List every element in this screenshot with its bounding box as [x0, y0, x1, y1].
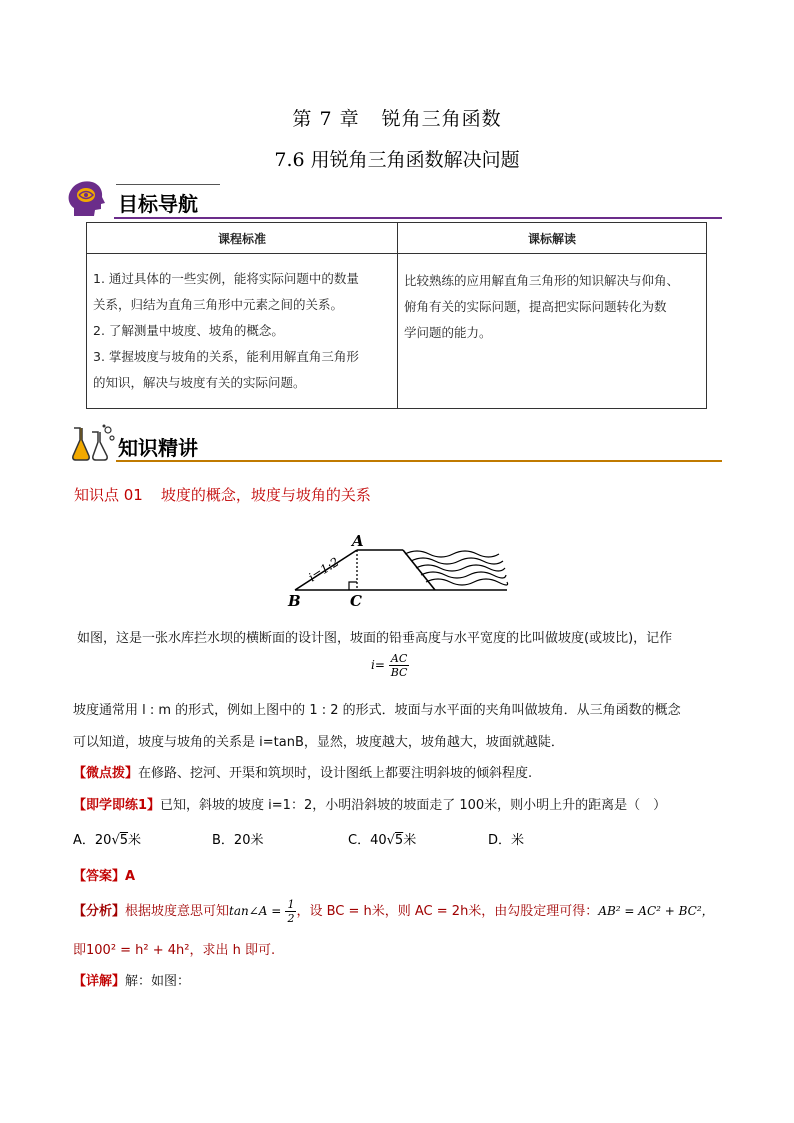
formula-lhs: i=: [371, 658, 385, 672]
banner-rule: [114, 217, 722, 219]
detail-label: 【详解】: [73, 974, 126, 989]
answer-label: 【答案】: [73, 869, 126, 884]
slope-label: i=1:2: [306, 554, 342, 585]
interpretation-line: 比较熟练的应用解直角三角形的知识解决与仰角、: [404, 273, 680, 288]
slope-formula: [371, 652, 409, 679]
formula-fraction: [389, 652, 410, 679]
analysis-line-2: 即100² = h² + 4h²，求出 h 即可.: [73, 943, 276, 958]
analysis-line-1: 【分析】根据坡度意思可知tan∠A = $\frac{1}{2}$ ，设 BC = h米，则 AC = 2h米，由勾股定理可得：AB² = AC² + BC²，: [73, 898, 714, 925]
standards-line: 关系，归结为直角三角形中元素之间的关系。: [93, 297, 344, 312]
banner-knowledge: [64, 420, 724, 464]
detail-line: [73, 970, 190, 989]
water-waves: [405, 551, 508, 585]
sqrt-sign: √: [386, 833, 395, 848]
answer-value: A: [125, 869, 136, 884]
lab-flask-icon: [70, 422, 116, 462]
option-a: A．20√5米: [73, 833, 142, 848]
standards-line: 3. 掌握坡度与坡角的关系，能利用解直角三角形: [93, 349, 359, 364]
exercise-label: 【即学即练1】: [73, 798, 161, 813]
chapter-name: 锐角三角函数: [381, 108, 502, 130]
label-b: B: [288, 592, 301, 608]
tip-label: 【微点拨】: [73, 766, 139, 781]
option-d: D．米: [488, 833, 525, 848]
usage-line-1: 坡度通常用 l : m 的形式，例如上图中的 1 : 2 的形式．坡面与水平面的夹角叫做坡角．从三角函数的概念: [73, 703, 681, 718]
banner-title-knowledge: 知识精讲: [118, 436, 198, 460]
analysis-label: 【分析】: [73, 904, 126, 919]
formula-denominator: BC: [390, 666, 408, 679]
standards-line: 1. 通过具体的一些实例，能将实际问题中的数量: [93, 271, 359, 286]
chapter-number: 第 7 章: [292, 108, 360, 130]
table-header-interpretation: 课标解读: [398, 223, 707, 254]
interpretation-line: 学问题的能力。: [404, 325, 492, 340]
section-title: 7.6 用锐角三角函数解决问题: [274, 149, 520, 171]
definition-text: 如图，这是一张水库拦水坝的横断面的设计图，坡面的铅垂高度与水平宽度的比叫做坡度(或坡比)，记作: [77, 631, 673, 646]
banner-underline-short: [116, 184, 220, 185]
chapter-title: [0, 104, 794, 131]
banner-rule: [116, 460, 722, 462]
right-angle-mark: [349, 582, 357, 590]
usage-line-2: 可以知道，坡度与坡角的关系是 i=tanB，显然，坡度越大，坡角越大，坡面就越陡．: [73, 735, 564, 750]
tan-fraction: $\frac{1}{2}$: [287, 898, 295, 925]
course-standards-table: [86, 222, 707, 409]
formula-numerator: AC: [389, 652, 410, 666]
detail-text: 解：如图：: [125, 974, 191, 989]
standards-line: 的知识，解决与坡度有关的实际问题。: [93, 375, 306, 390]
interpretation-line: 俯角有关的实际问题，提高把实际问题转化为数: [404, 299, 667, 314]
table-header-standards: 课程标准: [87, 223, 398, 254]
sqrt-sign: √: [111, 833, 120, 848]
dam-cross-section-figure: [285, 532, 510, 608]
exercise-line: [73, 794, 666, 813]
label-a: A: [352, 532, 364, 550]
label-c: C: [350, 592, 362, 608]
tip-text: 在修路、挖河、开渠和筑坝时，设计图纸上都要注明斜坡的倾斜程度.: [138, 766, 533, 781]
knowledge-point-heading: [74, 484, 371, 505]
standards-line: 2. 了解测量中坡度、坡角的概念。: [93, 323, 284, 338]
interpretation-cell: [398, 254, 707, 409]
option-c: C．40√5米: [348, 833, 417, 848]
banner-title-target-nav: 目标导航: [118, 192, 198, 216]
banner-target-nav: [64, 178, 724, 218]
answer-line: [73, 865, 135, 884]
dam-right-slope: [403, 550, 435, 590]
exercise-text: 已知，斜坡的坡度 i=1：2，小明沿斜坡的坡面走了 100米，则小明上升的距离是（ ）: [160, 798, 667, 813]
brain-head-icon: [64, 178, 108, 218]
knowledge-point-title: 坡度的概念，坡度与坡角的关系: [160, 486, 371, 504]
option-b: B．20米: [212, 833, 264, 848]
standards-cell: [87, 254, 398, 409]
knowledge-point-label: 知识点 01: [74, 486, 143, 504]
tip-line: [73, 762, 532, 781]
